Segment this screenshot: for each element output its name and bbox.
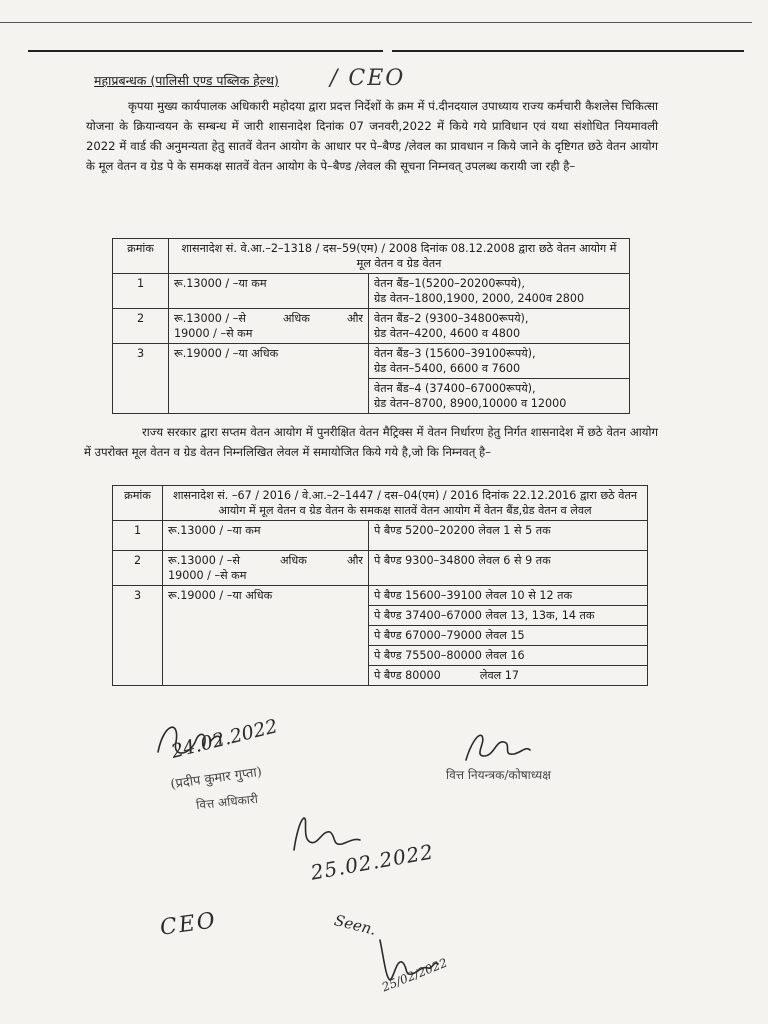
- pay-band-text: वेतन बैंड–1(5200–20200रूपये),: [374, 277, 525, 290]
- table-row: [113, 344, 630, 379]
- basic-pay-line-1: [174, 311, 363, 326]
- table-row: [113, 521, 648, 551]
- level-cell: पे बैण्ड 67000–79000 लेवल 15: [369, 626, 648, 646]
- basic-pay-cell: रू.19000 / –या अधिक: [163, 586, 369, 686]
- handwritten-ceo: CEO: [158, 908, 219, 941]
- basic-pay-cell: रू.13000 / –या कम: [163, 521, 369, 551]
- level-cell: पे बैण्ड 9300–34800 लेवल 6 से 9 तक: [369, 551, 648, 586]
- basic-pay-cell: रू.19000 / –या अधिक: [169, 344, 369, 414]
- col-header-order: शासनादेश सं. –67 / 2016 / वे.आ.–2–1447 / दस–04(एम) / 2016 दिनांक 22.12.2016 द्वारा छठे वेतन आयोग में मूल वेतन व ग्रेड वेतन के समकक्ष सातवें वेतन आयोग में वेतन बैंड,ग्रेड वेतन व लेवल: [163, 486, 648, 521]
- handwritten-ceo-addressee: / CEO: [330, 66, 406, 91]
- basic-pay-cell: [169, 309, 369, 344]
- grade-pay-text: ग्रेड वेतन–8700, 8900,10000 व 12000: [374, 397, 567, 410]
- top-rule-1: [0, 22, 752, 23]
- left-signature-date: 24.02.2022: [168, 715, 280, 763]
- pay-band-text: वेतन बैंड–2 (9300–34800रूपये),: [374, 312, 529, 325]
- top-rule-2: [28, 50, 383, 52]
- row-serial: 2: [113, 551, 163, 586]
- col-header-serial: क्रमांक: [113, 239, 169, 274]
- bottom-signature-date: 25/02/2022: [379, 955, 450, 995]
- pay-band-cell: [369, 274, 630, 309]
- left-signatory-name: (प्रदीप कुमार गुप्ता): [169, 764, 263, 793]
- row-serial: 1: [113, 274, 169, 309]
- pay-band-text: वेतन बैंड–4 (37400–67000रूपये),: [374, 382, 536, 395]
- middle-paragraph: राज्य सरकार द्वारा सप्तम वेतन आयोग में पुनरीक्षित वेतन मैट्रिक्स में वेतन निर्धारण हेतु निर्गत शासनादेश में छठे वेतन आयोग में उपरोक्त मूल वेतन व ग्रेड वेतन निम्नलिखित लेवल में समायोजित किये गये है,जो कि निम्नवत् है–: [84, 425, 658, 459]
- basic-pay-part: अधिक: [279, 554, 307, 567]
- left-signatory-title: वित्त अधिकारी: [195, 791, 259, 813]
- col-header-serial: क्रमांक: [113, 486, 163, 521]
- table-row: [113, 274, 630, 309]
- level-cell: पे बैण्ड 5200–20200 लेवल 1 से 5 तक: [369, 521, 648, 551]
- row-serial: 3: [113, 586, 163, 686]
- top-rule-3: [392, 50, 744, 52]
- basic-pay-cell: [163, 551, 369, 586]
- table-header-row: [113, 239, 630, 274]
- pay-band-cell: [369, 344, 630, 379]
- row-serial: 1: [113, 521, 163, 551]
- handwritten-seen: Seen.: [332, 911, 379, 939]
- basic-pay-line-1: [168, 553, 363, 568]
- table-row: [113, 586, 648, 606]
- level-cell: पे बैण्ड 37400–67000 लेवल 13, 13क, 14 तक: [369, 606, 648, 626]
- basic-pay-line-2: 19000 / –से कम: [168, 569, 247, 582]
- col-header-order: शासनादेश सं. वे.आ.–2–1318 / दस–59(एम) / 2008 दिनांक 08.12.2008 द्वारा छठे वेतन आयोग में मूल वेतन व ग्रेड वेतन: [169, 239, 630, 274]
- table-row: [113, 309, 630, 344]
- pay-band-text: वेतन बैंड–3 (15600–39100रूपये),: [374, 347, 536, 360]
- table-row: [113, 551, 648, 586]
- intro-paragraph: कृपया मुख्य कार्यपालक अधिकारी महोदया द्वारा प्रदत्त निर्देशों के क्रम में पं.दीनदयाल उपाध्याय राज्य कर्मचारी कैशलेस चिकित्सा योजना के क्रियान्वयन के सम्बन्ध में जारी शासनादेश दिनांक 07 जनवरी,2022 में किये गये प्राविधान एवं यथा संशोधित नियमावली 2022 में वार्ड की अनुमन्यता हेतु सातवें वेतन आयोग के आधार पर पे–बैण्ड /लेवल का प्रावधान न किये जाने के दृष्टिगत छठे वेतन आयोग के मूल वेतन व ग्रेड पे के समकक्ष सातवें वेतन आयोग के पे–बैण्ड /लेवल की सूचना निम्नवत् उपलब्ध करायी जा रही है–: [86, 99, 658, 173]
- basic-pay-part: अधिक: [282, 312, 310, 325]
- pay-band-cell: [369, 379, 630, 414]
- level-cell: पे बैण्ड 15600–39100 लेवल 10 से 12 तक: [369, 586, 648, 606]
- letter-heading: महाप्रबन्धक (पालिसी एण्ड पब्लिक हेल्थ): [94, 73, 279, 88]
- pay-band-cell: [369, 309, 630, 344]
- basic-pay-part: रू.13000 / –से: [174, 312, 246, 325]
- grade-pay-text: ग्रेड वेतन–5400, 6600 व 7600: [374, 362, 521, 375]
- table-sixth-pay-commission: [112, 238, 630, 414]
- grade-pay-text: ग्रेड वेतन–1800,1900, 2000, 2400व 2800: [374, 292, 585, 305]
- row-serial: 2: [113, 309, 169, 344]
- row-serial: 3: [113, 344, 169, 414]
- basic-pay-part: और: [346, 554, 363, 567]
- grade-pay-text: ग्रेड वेतन–4200, 4600 व 4800: [374, 327, 521, 340]
- table-seventh-pay-commission: [112, 485, 648, 686]
- basic-pay-part: रू.13000 / –से: [168, 554, 240, 567]
- basic-pay-part: और: [346, 312, 363, 325]
- table-header-row: [113, 486, 648, 521]
- basic-pay-cell: रू.13000 / –या कम: [169, 274, 369, 309]
- right-signatory-title: वित्त नियन्त्रक/कोषाध्यक्ष: [446, 768, 551, 782]
- level-cell: पे बैण्ड 80000 लेवल 17: [369, 666, 648, 686]
- center-signature-date: 25.02.2022: [308, 839, 436, 885]
- basic-pay-line-2: 19000 / –से कम: [174, 327, 253, 340]
- level-cell: पे बैण्ड 75500–80000 लेवल 16: [369, 646, 648, 666]
